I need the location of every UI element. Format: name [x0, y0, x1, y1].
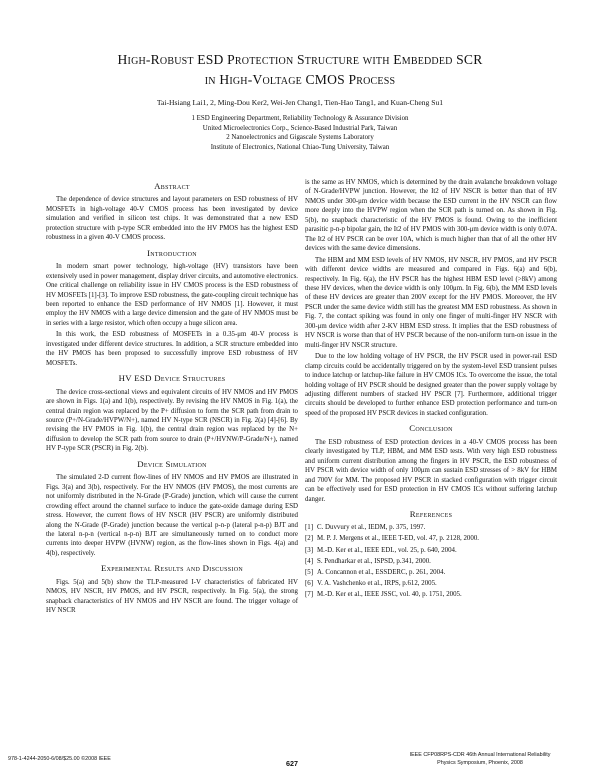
affiliations — [50, 114, 550, 152]
affiliation-line: 1 ESD Engineering Department, Reliability Technology & Assurance Division — [191, 115, 409, 122]
hv-structures-text: The device cross-sectional views and equivalent circuits of HV NMOS and HV PMOS are shown in Figs. 1(a) and 1(b), respectively. By revising the HV NMOS in Fig. 1(a), the central drain region was replaced by the P+ diffusion to form the SCR path from drain to source (P+/N-Grade/HVPW/N+), named HV N-type SCR (NSCR) in Fig. 2(a) [4]-[6]. By revising the HV PMOS in Fig. 1(b), the central drain region was replaced by the N+ diffusion to develop the SCR path from source to drain (P+/HVNW/P-Grade/N+), named HV P-type SCR (PSCR) in Fig. 2(b). — [46, 388, 298, 453]
conference-line: IEEE CFP08RPS-CDR 46th Annual International Reliability — [409, 752, 551, 758]
experimental-paragraph: The HBM and MM ESD levels of HV NMOS, HV NSCR, HV PMOS, and HV PSCR with different device widths are measured and compared in Figs. 6(a) and 6(b), respectively. In Fig. 6(a), the HV PSCR has the highest HBM ESD level (>8kV) among these HV devices, when the device width is only 100μm. In Fig. 6(b), the MM ESD levels of these HV devices are greater than 200V except for the HV PMOS. Moreover, the HV PSCR under the same device width still has the greatest MM ESD robustness. As shown in Fig. 7, the contact spiking was found in only one finger of multi-finger HV NSCR with 300-μm device width after 2-KV HBM ESD stress. It implies that the ESD robustness of HV NSCR is worse than that of HV PSCR because of the non-uniform turn-on issue in the multi-finger HV NSCR structure. — [305, 256, 557, 349]
introduction-heading: Introduction — [147, 247, 197, 258]
left-column — [46, 178, 298, 618]
page-number: 627 — [286, 759, 298, 768]
reference-item: [7] M.-D. Ker et al., IEEE JSSC, vol. 40, p. 1751, 2005. — [305, 590, 462, 598]
introduction-paragraph: In modern smart power technology, high-voltage (HV) transistors have been extensively used in power management, display driver circuits, and automotive electronics. One critical challenge on reliability issue in HV CMOS process is the ESD robustness of HV MOSFETs [1]-[3]. To improve ESD robustness, the gate-coupling circuit technique has been reported to enhance the ESD performance of HV NMOS [1]. However, it must employ the HV NMOS with a large device dimension and the gate of HV NMOS must be in series with a large resistor, which often occupy a huge silicon area. — [46, 263, 298, 327]
affiliation-line: Institute of Electronics, National Chiao-Tung University, Taiwan — [210, 143, 390, 151]
reference-item: [2] M. P. J. Mergens et al., IEEE T-ED, vol. 47, p. 2128, 2000. — [305, 535, 479, 543]
conference-footer — [380, 751, 580, 767]
reference-item: [1] C. Duvvury et al., IEDM, p. 375, 1997. — [305, 524, 426, 532]
experimental-paragraph: is the same as HV NMOS, which is determined by the drain avalanche breakdown voltage of N-Grade/HVPW junction. However, the It2 of HV NSCR is better than that of HV NMOS under 300-μm device width because the ESD current in the HV NSCR can flow more deeply into the HVPW region when the SCR path is turned on. As shown in Fig. 5(b), no snapback characteristic of the HV PMOS is found. Owing to the inefficient parasitic p-n-p bipolar gain, the It2 of HV PMOS with 300-μm device width is only 0.07A. The It2 of HV PSCR can be over 10A, which is much higher than that of all the other HV devices with the same device dimensions. — [305, 179, 557, 253]
conclusion-heading: Conclusion — [409, 423, 453, 434]
conclusion-text: The ESD robustness of ESD protection devices in a 40-V CMOS process has been clearly investigated by TLP, HBM, and MM ESD tests. With very high ESD robustness and uniform current distribution among the fingers in HV PSCR, the ESD robustness of HV PSCR with device width of only 100μm can sustain ESD stresses of > 8kV for HBM and 700V for MM. The proposed HV PSCR in stacked configuration with trigger circuit can be effectively used for ESD protection in HV CMOS ICs without suffering latchup danger. — [305, 438, 557, 503]
introduction-paragraph: In this work, the ESD robustness of MOSFETs in a 0.35-μm 40-V process is investigated under different device structures. In addition, a SCR structure embedded into the HV PMOS has been proposed to successfully improve ESD robustness of HV MOSFETs. — [46, 331, 298, 367]
affiliation-line: 2 Nanoelectronics and Gigascale Systems Laboratory — [226, 134, 374, 142]
experimental-paragraph: Due to the low holding voltage of HV PSCR, the HV PSCR used in power-rail ESD clamp circuits could be accidentally triggered on by the system-level ESD transient pulses to induce latchup or latchup-like failure in HV CMOS ICs. To overcome the issue, the total holding voltage of HV PSCR should be designed greater than the power supply voltage by adjusting different numbers of stacked HV PSCR [7]. Furthermore, additional trigger circuits should be developed to further enhance ESD protection performance and turn-on speed of the proposed HV PSCR devices in stacked configuration. — [305, 353, 557, 417]
simulation-heading: Device Simulation — [137, 458, 207, 469]
reference-list — [305, 523, 557, 599]
paper-title — [50, 50, 550, 90]
reference-item: [4] S. Pendharkar et al., ISPSD, p.341, 2000. — [305, 557, 431, 565]
references-heading: References — [409, 508, 453, 519]
reference-item: [3] M.-D. Ker et al., IEEE EDL, vol. 25, p. 640, 2004. — [305, 546, 457, 554]
conference-line: Physics Symposium, Phoenix, 2008 — [437, 760, 523, 766]
title-line-1: High-Robust ESD Protection Structure with Embedded SCR — [117, 52, 483, 67]
experimental-text: Figs. 5(a) and 5(b) show the TLP-measured I-V characteristics of fabricated HV NMOS, HV NSCR, HV PMOS, and HV PSCR, respectively. In Fig. 5(a), the strong snapback characteristics of HV NMOS and HV NSCR are found. The trigger voltage of HV NSCR — [46, 578, 298, 615]
experimental-heading: Experimental Results and Discussion — [101, 563, 243, 574]
affiliation-line: United Microelectronics Corp., Science-Based Industrial Park, Taiwan — [202, 124, 398, 132]
hv-structures-heading: HV ESD Device Structures — [118, 373, 226, 384]
author-list: Tai-Hsiang Lai1, 2, Ming-Dou Ker2, Wei-Jen Chang1, Tien-Hao Tang1, and Kuan-Cheng Su1 — [156, 98, 444, 107]
abstract-text: The dependence of device structures and layout parameters on ESD robustness of HV MOSFETs in high-voltage 40-V CMOS process has been investigated by device simulation and verified in silicon test chips. It was demonstrated that a new ESD protection structure with p-type SCR embedded into the HV PMOS has the highest ESD robustness in a given 40-V CMOS process. — [46, 196, 298, 242]
right-column — [305, 178, 557, 601]
reference-item: [5] A. Concannon et al., ESSDERC, p. 261, 2004. — [305, 568, 446, 576]
reference-item: [6] V. A. Vashchenko et al., IRPS, p.612, 2005. — [305, 579, 437, 587]
copyright-footer: 978-1-4244-2050-6/08/$25.00 ©2008 IEEE — [8, 756, 111, 762]
title-line-2: in High-Voltage CMOS Process — [204, 72, 396, 87]
simulation-text: The simulated 2-D current flow-lines of HV NMOS and HV PMOS are illustrated in Figs. 3(a) and 3(b), respectively. For the HV NMOS (HV PMOS), the most currents are not uniformly distributed in the N-Grade (P-Grade) junction, which will cause the current crowding effect around the channel surface to induce the gate-oxide damage during ESD stress. However, the current flows of HV NSCR (HV PSCR) are uniformly distributed along the N-Grade (P-Grade) junction because the vertical p-n-p (lateral p-n-p) BJT and the lateral n-p-n (vertical n-p-n) BJT are simultaneously turned on to conduct more currents into deeper HVPW (HVNW) region, as the flow-lines shown in Figs. 4(a) and 4(b), respectively. — [46, 474, 298, 557]
abstract-heading: Abstract — [154, 181, 190, 191]
